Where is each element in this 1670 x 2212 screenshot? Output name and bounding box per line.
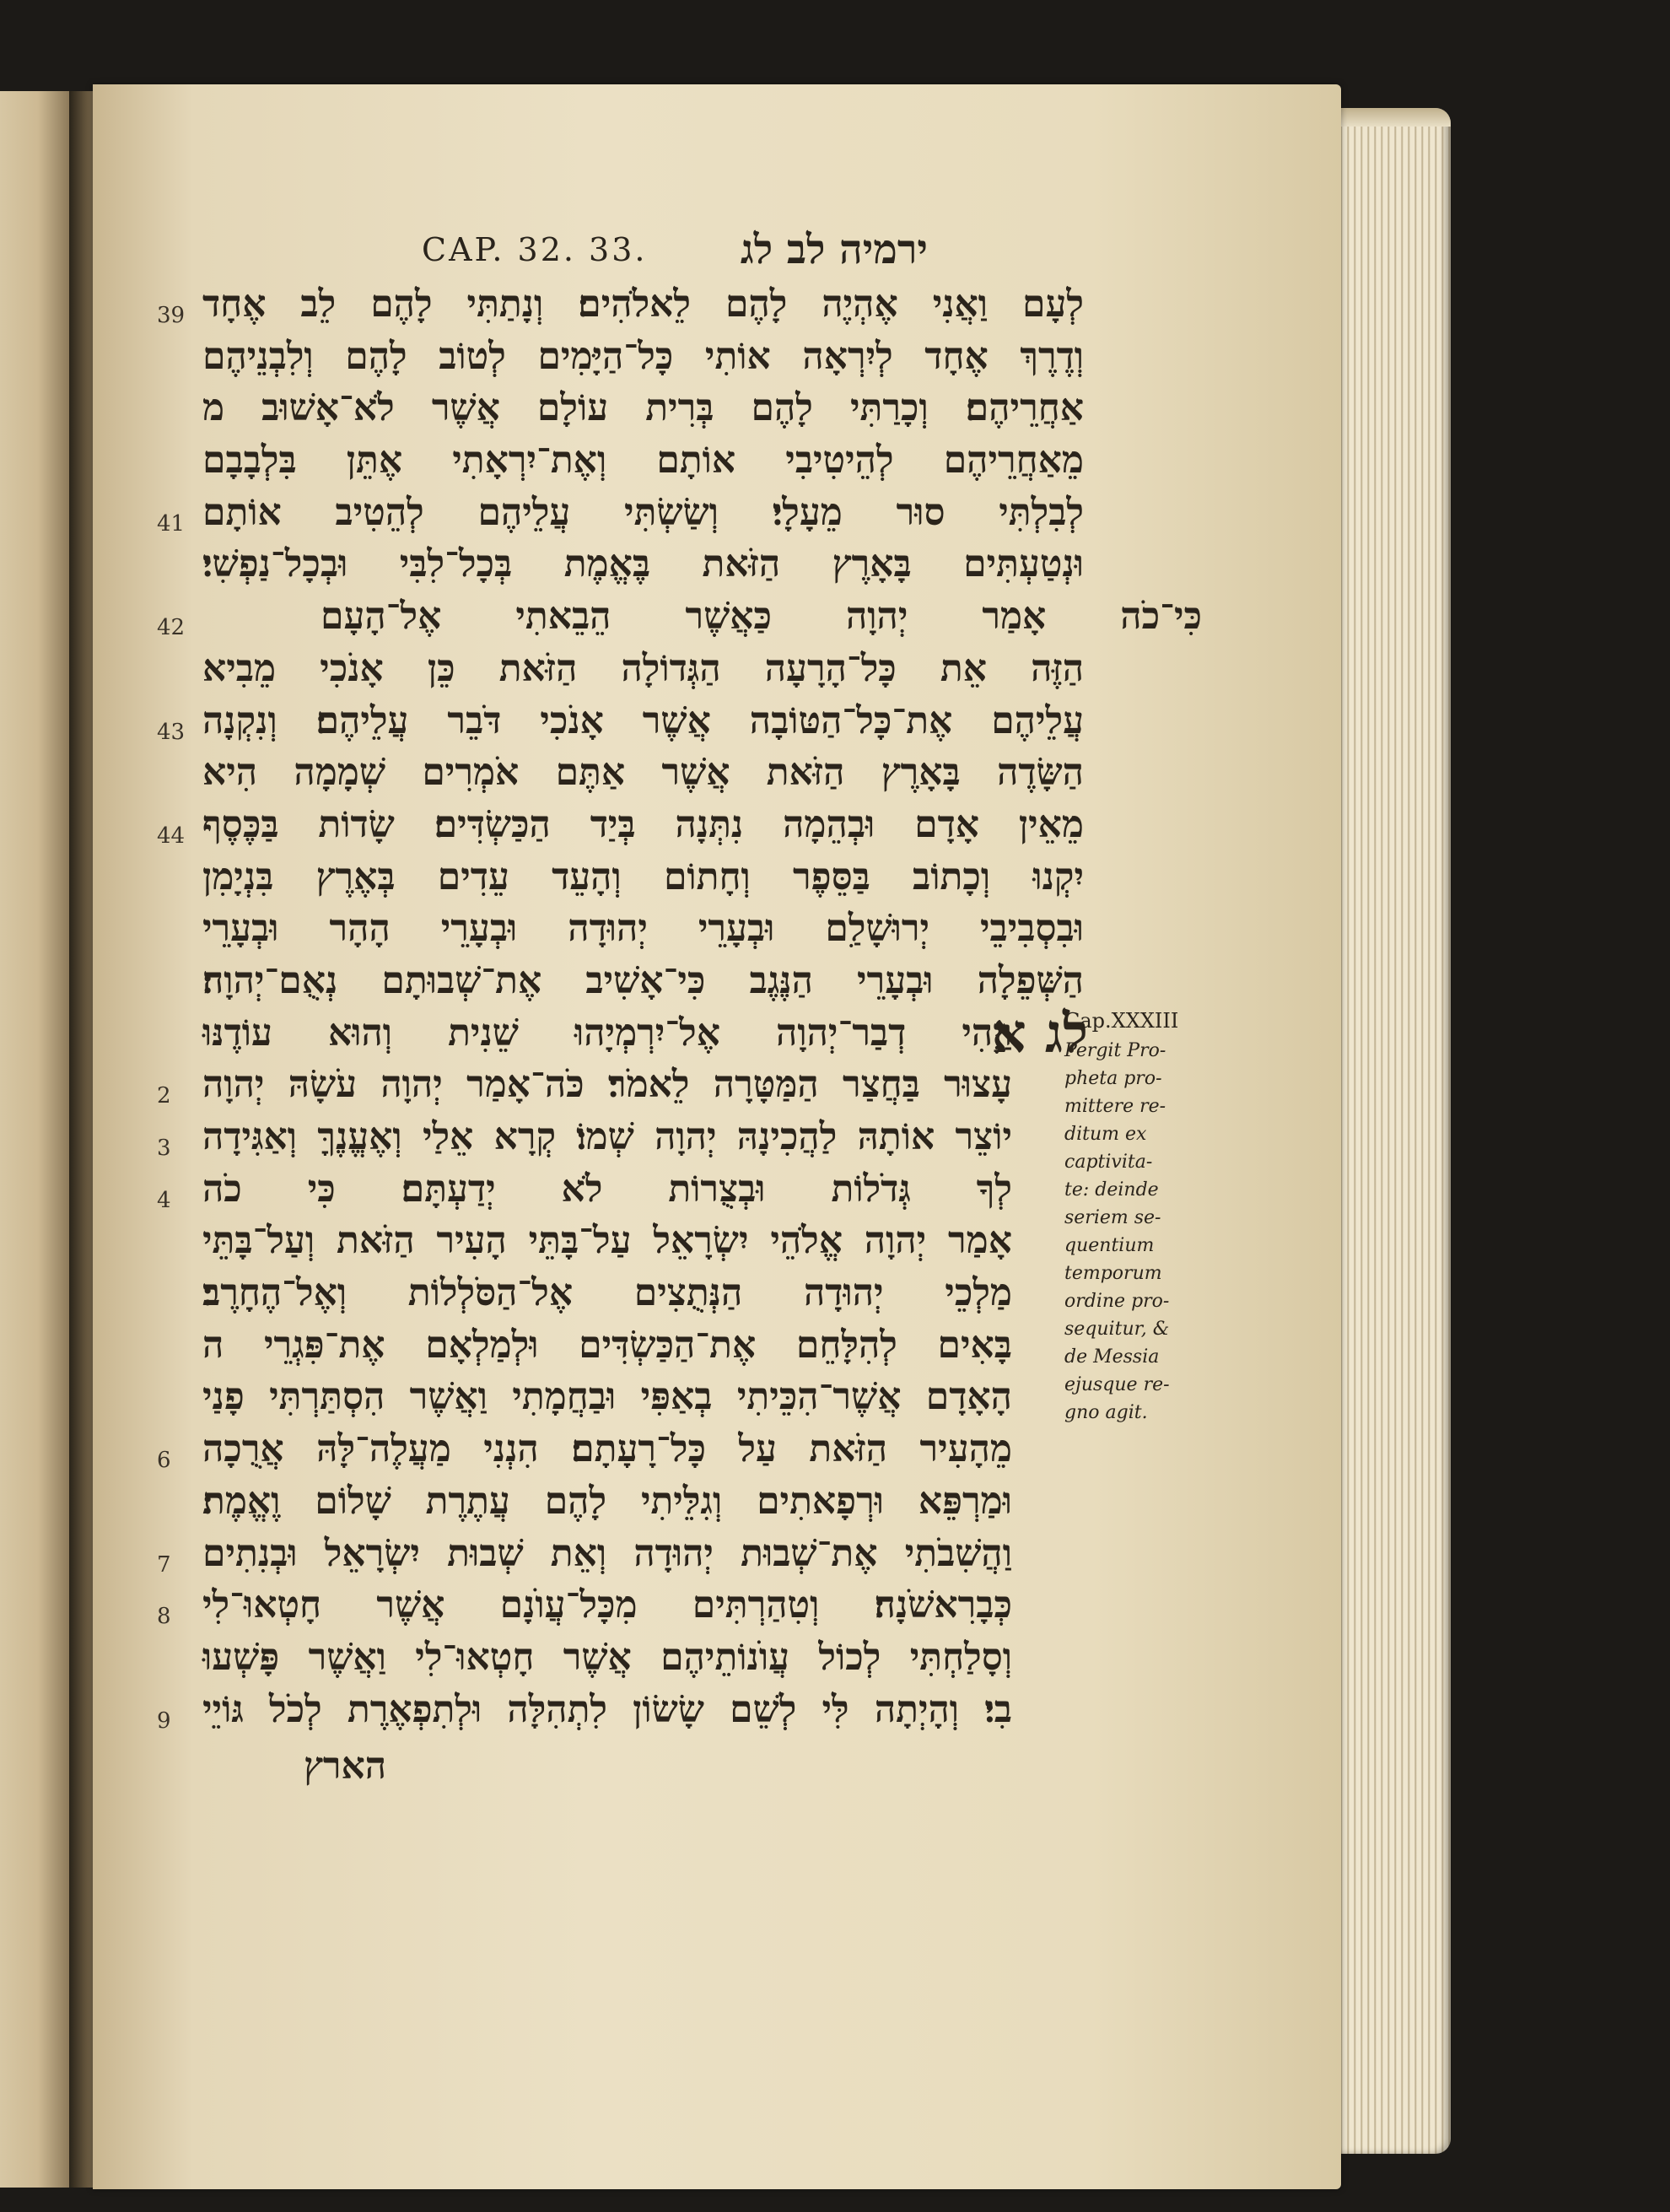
marginal-note: [1064, 1007, 1206, 1427]
chapter-reference: CAP. 32. 33.: [422, 231, 648, 268]
line-text: בִי׃ וְהָיְתָה לִּי לְשֵׁם שָׂשׂוֹן לִתְהִלָּה וּלְתִפְאֶרֶת לְכֹל גּוֹיֵי: [202, 1687, 1012, 1731]
line-text: כְּבָרִאשֹׁנָה׃ וְטִהַרְתִּים מִכָּל־עֲוֺנָם אֲשֶׁר חָטְאוּ־לִי: [202, 1583, 1012, 1627]
line-text: אַחֲרֵיהֶם׃ וְכָרַתִּי לָהֶם בְּרִית עוֹלָם אֲשֶׁר לֹא־אָשׁוּב מ: [202, 386, 1084, 430]
verse-number: 6: [157, 1448, 171, 1474]
line-text: הַשָּׂדֶה בָּאָרֶץ הַזֹּאת אֲשֶׁר אַתֶּם אֹמְרִים שְׁמָמָה הִיא: [202, 751, 1084, 795]
text-line: [202, 1319, 1012, 1372]
line-text: יִקְנוּ וְכָתוֹב בַּסֵּפֶר וְחָתוֹם וְהָעֵד עֵדִים בְּאֶרֶץ בִּנְיָמִן: [202, 855, 1084, 898]
text-line: [202, 955, 1084, 1007]
verse-number: 41: [157, 510, 186, 537]
line-text: אָמַר יְהוָה אֱלֹהֵי יִשְׂרָאֵל עַל־בָּתֵּי הָעִיר הַזֹּאת וְעַל־בָּתֵּי: [202, 1219, 1012, 1263]
text-line: [157, 1579, 1012, 1632]
text-line: [202, 903, 1084, 955]
verse-number: 7: [157, 1551, 171, 1578]
text-line: [202, 331, 1084, 383]
verse-number: 39: [157, 303, 186, 328]
line-text: הַזֶּה אֵת כָּל־הָרָעָה הַגְּדוֹלָה הַזֹּאת כֵּן אָנֹכִי מֵבִיא: [202, 646, 1084, 690]
line-text: מֵאֵין אָדָם וּבְהֵמָה נִתְּנָה בְּיַד הַכַּשְׂדִּים׃ שָׂדוֹת בַּכֶּסֶף: [202, 802, 1084, 846]
line-text: עָצוּר בַּחֲצַר הַמַּטָּרָה לֵאמֹר׃ כֹּה־אָמַר יְהוָה עֹשָׂהּ יְהוָה: [202, 1063, 1013, 1107]
running-head: [422, 226, 928, 278]
text-line: [202, 1371, 1012, 1423]
marginal-note-line: ditum ex: [1064, 1123, 1147, 1145]
verse-number: 9: [157, 1708, 171, 1734]
text-line: [202, 434, 1084, 487]
text-line: [202, 643, 1084, 695]
verse-number: 43: [157, 719, 186, 745]
text-line: [202, 1476, 1012, 1528]
line-text: מֵאַחֲרֵיהֶם לְהֵיטִיבִי אוֹתָם וְאֶת־יִרְאָתִי אֶתֵּן בִּלְבָבָם: [202, 439, 1084, 483]
line-text: לְבִלְתִּי סוּר מֵעָלָי׃ וְשַׂשְׂתִּי עֲלֵיהֶם לְהֵטִיב אוֹתָם: [202, 490, 1084, 534]
text-line: [157, 487, 1084, 539]
line-text: וּבִסְבִיבֵי יְרוּשָׁלִַם וּבְעָרֵי יְהוּדָה וּבְעָרֵי הָהָר וּבְעָרֵי: [202, 907, 1084, 951]
text-line: [157, 1423, 1012, 1476]
verse-number: 8: [157, 1604, 171, 1630]
text-line: [202, 1215, 1012, 1267]
line-text: וְדֶרֶךְ אֶחָד לְיִרְאָה אוֹתִי כָּל־הַיָּמִים לְטוֹב לָהֶם וְלִבְנֵיהֶם: [202, 334, 1084, 378]
marginal-note-heading: Cap.XXXIII: [1064, 1008, 1179, 1033]
text-line: [157, 695, 1084, 747]
text-line: [202, 1632, 1012, 1684]
line-text: בָּאִים לְהִלָּחֵם אֶת־הַכַּשְׂדִּים וּלְמַלְאָם אֶת־פִּגְרֵי ה: [202, 1323, 1012, 1367]
verse-number: 4: [157, 1187, 171, 1213]
line-text: וּנְטַעְתִּים בָּאָרֶץ הַזֹּאת בֶּאֱמֶת בְּכָל־לִבִּי וּבְכָל־נַפְשִׁי׃: [202, 542, 1084, 586]
left-page: [0, 91, 69, 2188]
line-text: לְעָם וַאֲנִי אֶהְיֶה לָהֶם לֵאלֹהִים׃ וְנָתַתִּי לָהֶם לֵב אֶחָד: [202, 283, 1084, 326]
verse-number: 3: [157, 1136, 171, 1161]
text-line: [157, 799, 1084, 851]
verse-number: 2: [157, 1083, 171, 1109]
verse-number: 44: [157, 823, 186, 849]
marginal-note-line: Pergit Pro-: [1064, 1039, 1166, 1061]
marginal-note-line: sequitur, &: [1064, 1318, 1170, 1340]
marginal-note-line: de Messia: [1064, 1346, 1160, 1368]
marginal-note-line: seriem se-: [1064, 1206, 1161, 1228]
marginal-note-line: ejusque re-: [1064, 1373, 1170, 1395]
line-text: עֲלֵיהֶם אֶת־כָּל־הַטּוֹבָה אֲשֶׁר אָנֹכִי דֹּבֵר עֲלֵיהֶם׃ וְנִקְנָה: [202, 699, 1084, 742]
catchword: הארץ: [304, 1744, 387, 1788]
text-line: [202, 1267, 1012, 1319]
line-text: הָאָדָם אֲשֶׁר־הִכֵּיתִי בְאַפִּי וּבַחֲמָתִי וַאֲשֶׁר הִסְתַּרְתִּי פָנַי: [202, 1375, 1012, 1419]
line-text: וְסָלַחְתִּי לְכוֹל עֲוֺנוֹתֵיהֶם אֲשֶׁר חָטְאוּ־לִי וַאֲשֶׁר פָּשְׁעוּ: [202, 1635, 1012, 1679]
page-stack-top: [1323, 108, 1451, 127]
line-text: וּמַרְפֵּא וּרְפָאתִים וְגִלֵּיתִי לָהֶם עֲתֶרֶת שָׁלוֹם וֶאֱמֶת׃: [202, 1479, 1012, 1523]
line-text: הַשְּׁפֵלָה וּבְעָרֵי הַנֶּגֶב כִּי־אָשִׁיב אֶת־שְׁבוּתָם נְאֻם־יְהוָה׃: [202, 958, 1084, 1002]
text-line: [157, 1163, 1012, 1216]
text-line: [202, 747, 1084, 799]
text-line: [202, 382, 1084, 434]
chapter-mark: לג א: [991, 1001, 1088, 1066]
line-text: מֵהָעִיר הַזֹּאת עַל כָּל־רָעָתָם׃ הִנְנִי מַעֲלֶה־לָּהּ אֲרֻכָה: [202, 1427, 1012, 1471]
line-text: כִּי־כֹה אָמַר יְהוָה כַּאֲשֶׁר הֵבֵאתִי אֶל־הָעָם: [321, 595, 1202, 639]
line-text: יוֹצֵר אוֹתָהּ לַהֲכִינָהּ יְהוָה שְׁמוֹ׃ קְרָא אֵלַי וְאֶעֱנֶךָּ וְאַגִּידָה: [202, 1115, 1012, 1158]
marginal-note-line: te: deinde: [1064, 1179, 1159, 1200]
text-line: [202, 538, 1084, 591]
marginal-note-line: temporum: [1064, 1262, 1162, 1284]
line-text: וַיְהִי דְבַר־יְהוָה אֶל־יִרְמְיָהוּ שֵׁנִית וְהוּא עוֹדֶנּוּ: [202, 1011, 1012, 1055]
marginal-note-line: gno agit.: [1064, 1401, 1148, 1423]
text-line: [157, 1684, 1012, 1736]
marginal-note-line: ordine pro-: [1064, 1290, 1170, 1312]
marginal-note-line: captivita-: [1064, 1151, 1153, 1173]
marginal-note-line: pheta pro-: [1064, 1067, 1162, 1089]
line-text: וַהֲשִׁבֹתִי אֶת־שְׁבוּת יְהוּדָה וְאֵת שְׁבוּת יִשְׂרָאֵל וּבְנִתִים: [202, 1531, 1012, 1575]
page-stack-edge: [1323, 108, 1451, 2154]
text-line: [202, 1007, 1012, 1060]
text-line: [157, 1059, 1013, 1111]
text-line: [157, 1111, 1012, 1163]
text-line: [157, 591, 1202, 643]
marginal-note-line: quentium: [1064, 1234, 1155, 1256]
marginal-note-line: mittere re-: [1064, 1095, 1166, 1117]
line-text: מַלְכֵי יְהוּדָה הַנְּתֻצִים אֶל־הַסֹּלְלוֹת וְאֶל־הֶחָרֶב׃: [202, 1271, 1012, 1315]
text-line: [157, 1528, 1012, 1580]
text-line: [157, 278, 1084, 331]
text-line: [202, 851, 1084, 904]
book-title-hebrew: ירמיה לב לג: [740, 226, 928, 273]
line-text: לְךָ גְּדֹלוֹת וּבְצֻרוֹת לֹא יְדַעְתָּם׃ כִּי כֹה: [202, 1167, 1012, 1211]
verse-number: 42: [157, 615, 186, 641]
